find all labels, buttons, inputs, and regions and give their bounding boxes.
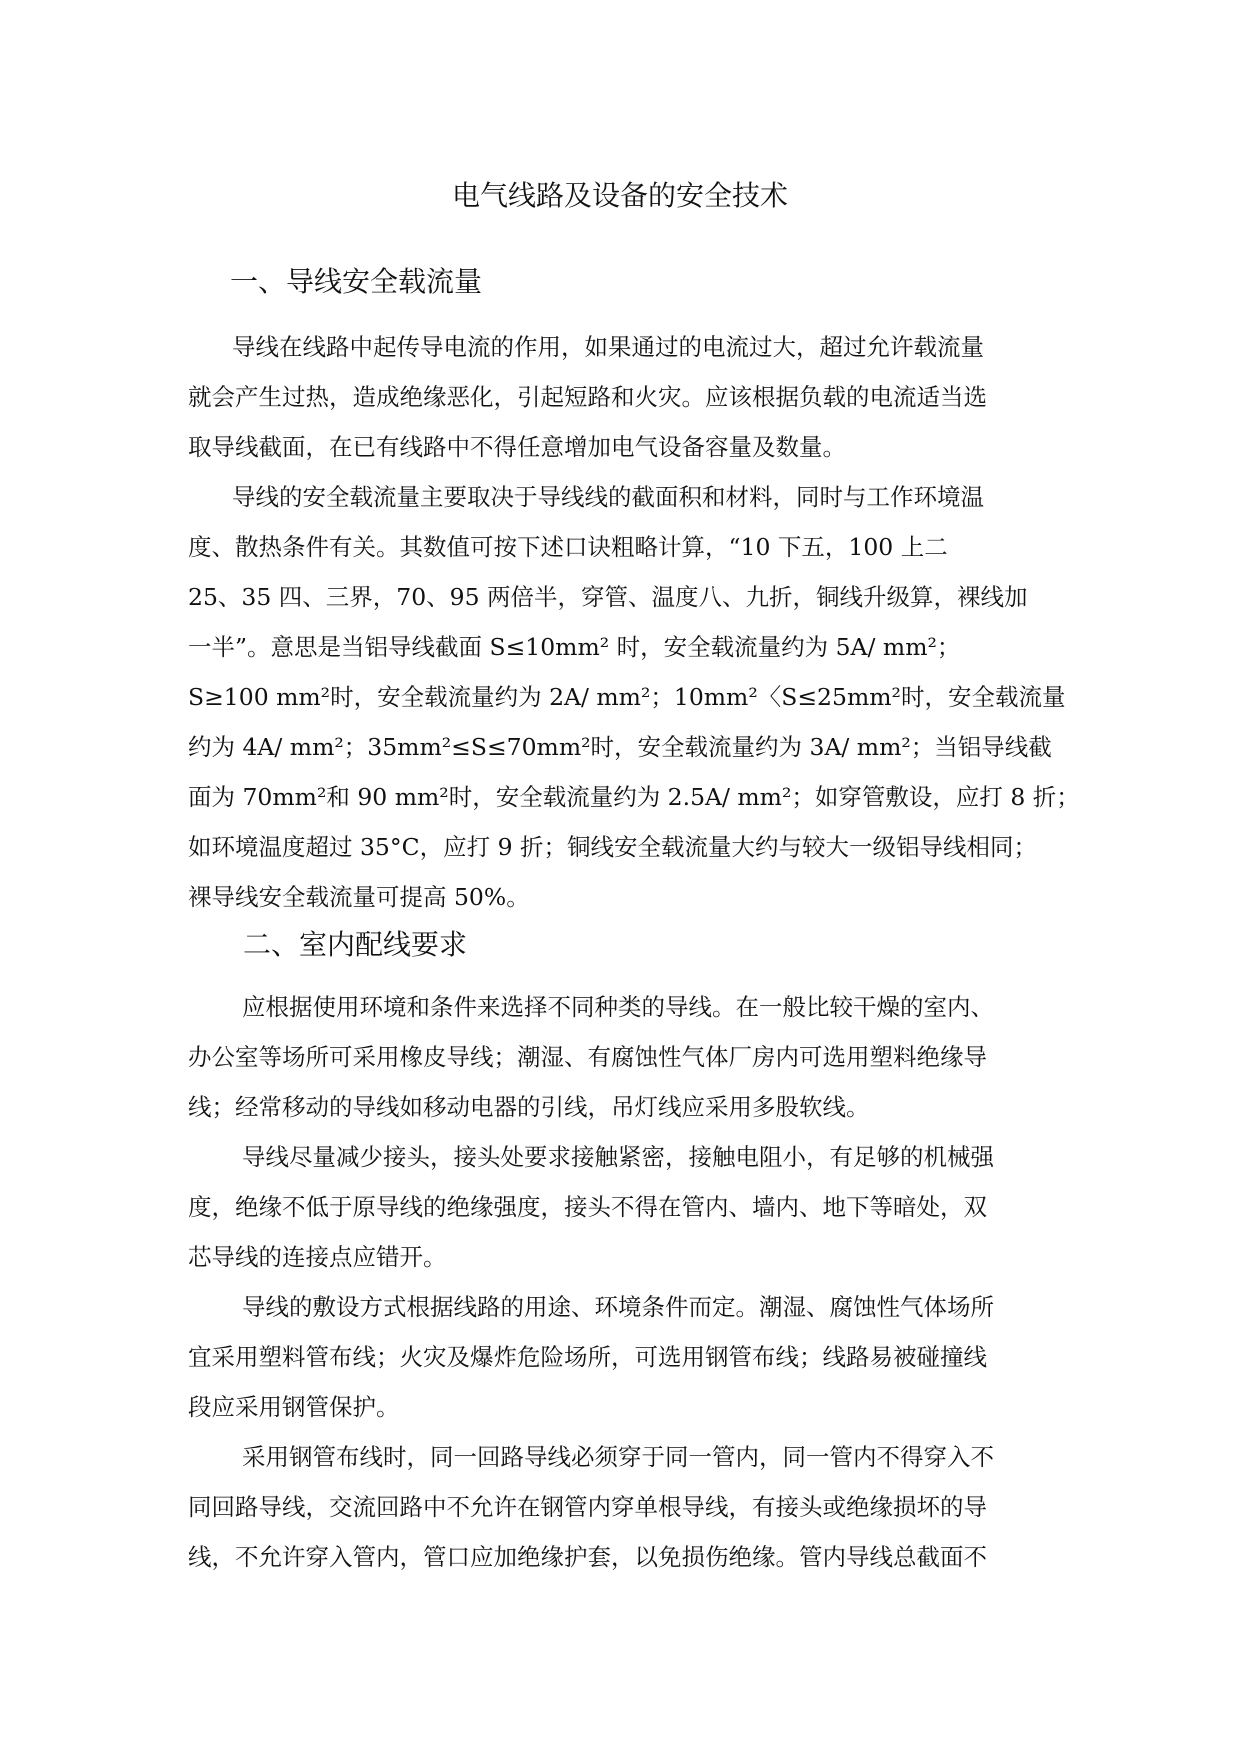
text-line: 同回路导线，交流回路中不允许在钢管内穿单根导线，有接头或绝缘损坏的导 [188, 1493, 987, 1521]
text-line: 段应采用钢管保护。 [188, 1393, 400, 1421]
text-line: 25、35 四、三界，70、95 两倍半，穿管、温度八、九折，铜线升级算，裸线加 [188, 583, 1028, 611]
paragraph-5 [188, 1282, 1054, 1432]
text-line: 导线的敷设方式根据线路的用途、环境条件而定。潮湿、腐蚀性气体场所 [242, 1293, 994, 1321]
text-line: 取导线截面，在已有线路中不得任意增加电气设备容量及数量。 [188, 433, 846, 461]
paragraph-1 [188, 322, 1054, 472]
text-line: 宜采用塑料管布线；火灾及爆炸危险场所，可选用钢管布线；线路易被碰撞线 [188, 1343, 987, 1371]
section-1-body [188, 322, 1080, 922]
document-title: 电气线路及设备的安全技术 [451, 179, 788, 212]
text-line: 应根据使用环境和条件来选择不同种类的导线。在一般比较干燥的室内、 [242, 993, 994, 1021]
text-line: S≥100 mm²时，安全载流量约为 2A/ mm²；10mm²〈S≤25mm²时，安全载流量 [188, 683, 1066, 711]
text-line: 约为 4A/ mm²；35mm²≤S≤70mm²时，安全载流量约为 3A/ mm²；当铝导线截 [188, 733, 1052, 761]
section-heading-2: 二、室内配线要求 [243, 928, 468, 961]
text-line: 导线尽量减少接头，接头处要求接触紧密，接触电阻小，有足够的机械强 [242, 1143, 994, 1171]
text-line: 一半”。意思是当铝导线截面 S≤10mm² 时，安全载流量约为 5A/ mm²； [188, 633, 961, 661]
paragraph-2 [188, 472, 1080, 922]
text-line: 裸导线安全载流量可提高 50%。 [188, 883, 530, 911]
paragraph-4 [188, 1132, 1054, 1282]
paragraph-3 [188, 982, 1054, 1132]
text-line: 芯导线的连接点应错开。 [188, 1243, 447, 1271]
section-2-body [188, 982, 1054, 1582]
text-line: 就会产生过热，造成绝缘恶化，引起短路和火灾。应该根据负载的电流适当选 [188, 383, 987, 411]
text-line: 如环境温度超过 35°C，应打 9 折；铜线安全载流量大约与较大一级铝导线相同； [188, 833, 1037, 861]
text-line: 度、散热条件有关。其数值可按下述口诀粗略计算，“10 下五，100 上二 [188, 533, 948, 561]
text-line: 导线在线路中起传导电流的作用，如果通过的电流过大，超过允许载流量 [232, 333, 984, 361]
paragraph-6 [188, 1432, 1054, 1582]
text-line: 线，不允许穿入管内，管口应加绝缘护套，以免损伤绝缘。管内导线总截面不 [188, 1543, 987, 1571]
text-line: 面为 70mm²和 90 mm²时，安全载流量约为 2.5A/ mm²；如穿管敷设，应打 8 折； [188, 783, 1080, 811]
text-line: 办公室等场所可采用橡皮导线；潮湿、有腐蚀性气体厂房内可选用塑料绝缘导 [188, 1043, 987, 1071]
text-line: 导线的安全载流量主要取决于导线线的截面积和材料，同时与工作环境温 [232, 483, 984, 511]
text-line: 度，绝缘不低于原导线的绝缘强度，接头不得在管内、墙内、地下等暗处，双 [188, 1193, 987, 1221]
text-line: 采用钢管布线时，同一回路导线必须穿于同一管内，同一管内不得穿入不 [242, 1443, 994, 1471]
section-heading-1: 一、导线安全载流量 [230, 265, 483, 298]
text-line: 线；经常移动的导线如移动电器的引线，吊灯线应采用多股软线。 [188, 1093, 870, 1121]
